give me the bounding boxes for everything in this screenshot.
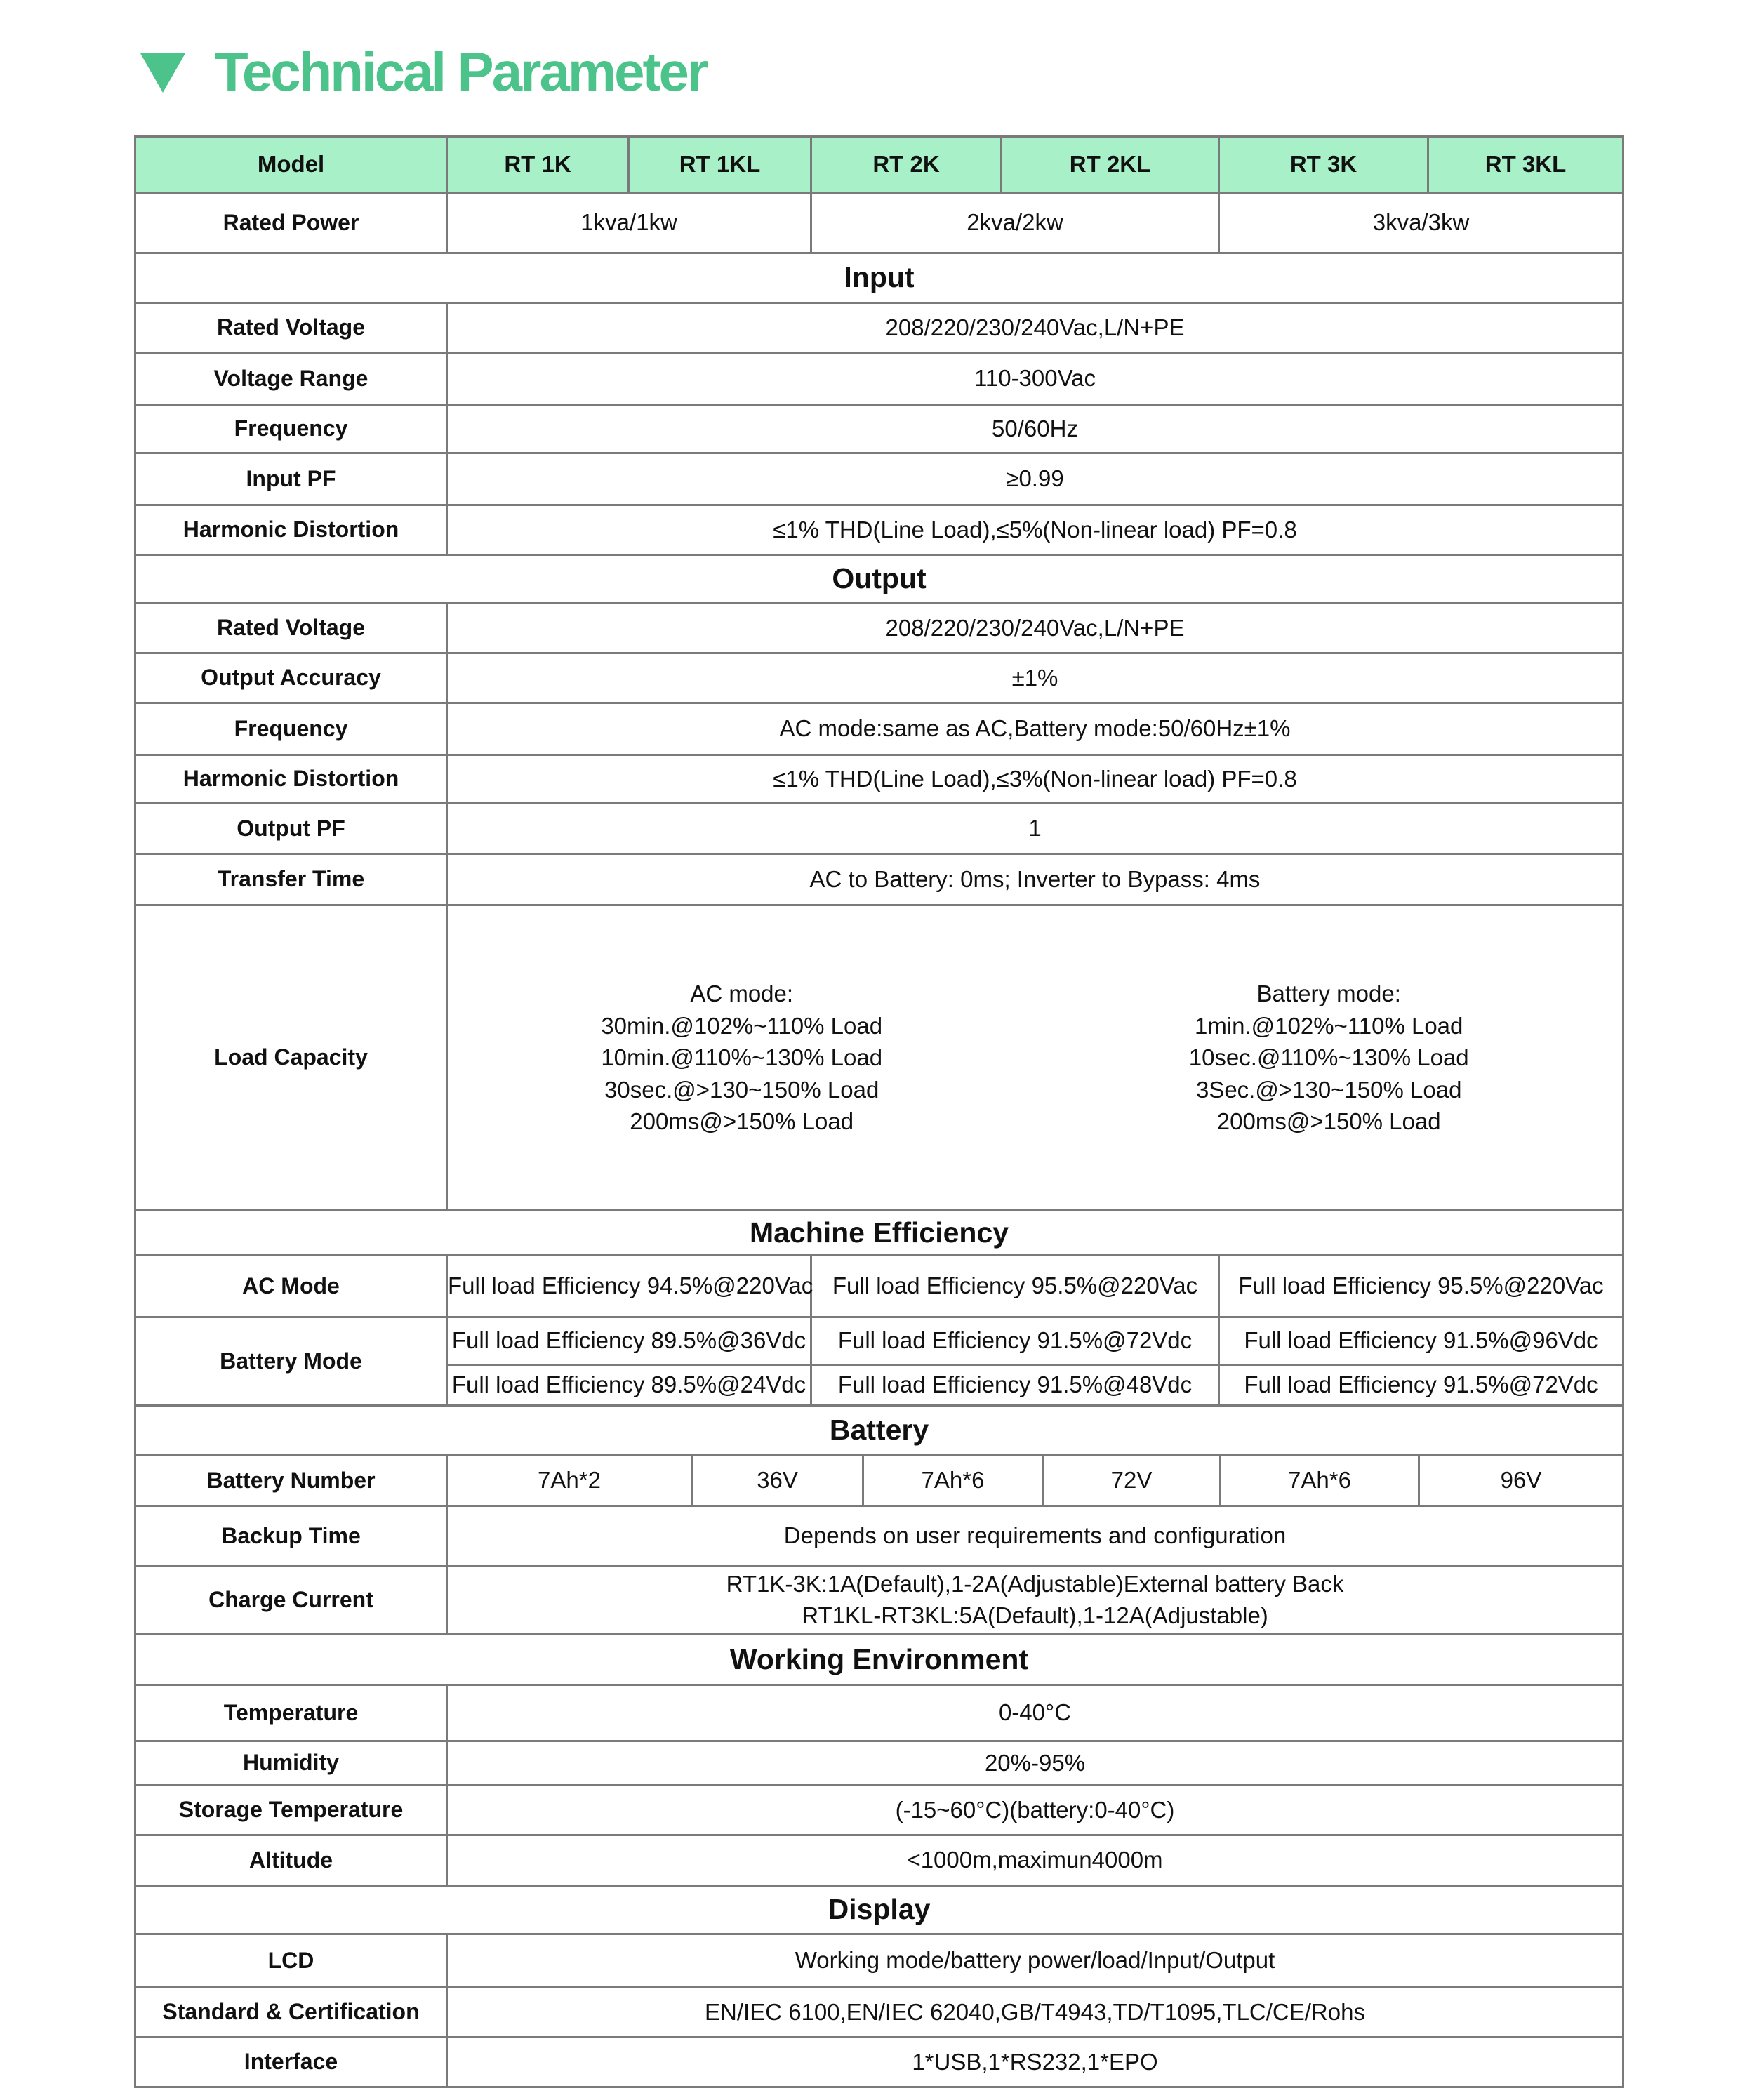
- row-value: 208/220/230/240Vac,L/N+PE: [447, 604, 1623, 653]
- model-rt2k: RT 2K: [811, 137, 1002, 193]
- row-label: AC Mode: [135, 1256, 447, 1317]
- section-title: Battery: [135, 1406, 1623, 1456]
- row-label: Rated Voltage: [135, 604, 447, 653]
- row-label: Output PF: [135, 804, 447, 854]
- table-row: [135, 1934, 1623, 1988]
- model-rt1kl: RT 1KL: [629, 137, 811, 193]
- rated-power-row: [135, 193, 1623, 253]
- text-line: RT1KL-RT3KL:5A(Default),1-12A(Adjustable): [802, 1602, 1268, 1628]
- row-value: 110-300Vac: [447, 353, 1623, 405]
- row-label: Charge Current: [135, 1567, 447, 1635]
- efficiency-cell: Full load Efficiency 89.5%@24Vdc: [447, 1365, 811, 1406]
- efficiency-cell: Full load Efficiency 95.5%@220Vac: [811, 1256, 1219, 1317]
- row-label: Temperature: [135, 1685, 447, 1741]
- battery-number-cell: 96V: [1500, 1467, 1542, 1494]
- row-value: [447, 1567, 1623, 1635]
- row-label: Output Accuracy: [135, 653, 447, 703]
- efficiency-cell: Full load Efficiency 94.5%@220Vac: [447, 1256, 811, 1317]
- rated-power-2k: 2kva/2kw: [811, 193, 1219, 253]
- row-value: 0-40°C: [447, 1685, 1623, 1741]
- page-title: Technical Parameter: [215, 40, 707, 102]
- table-row: [135, 2038, 1623, 2087]
- table-row: [135, 303, 1623, 353]
- row-label: Interface: [135, 2038, 447, 2087]
- row-label: Frequency: [135, 703, 447, 755]
- row-label: Load Capacity: [135, 905, 447, 1211]
- table-row: [135, 505, 1623, 555]
- model-rt3kl: RT 3KL: [1428, 137, 1623, 193]
- text-line: 10min.@110%~130% Load: [601, 1044, 883, 1071]
- spec-table: [134, 135, 1624, 2088]
- section-title: Machine Efficiency: [135, 1211, 1623, 1256]
- row-label: LCD: [135, 1934, 447, 1988]
- table-row: [135, 755, 1623, 804]
- row-label: Altitude: [135, 1835, 447, 1886]
- section-title: Display: [135, 1886, 1623, 1934]
- table-row: [135, 854, 1623, 905]
- section-heading-environment: [135, 1635, 1623, 1685]
- text-line: 3Sec.@>130~150% Load: [1195, 1076, 1462, 1103]
- model-header-row: [135, 137, 1623, 193]
- section-heading-output: [135, 555, 1623, 604]
- row-label: Harmonic Distortion: [135, 755, 447, 804]
- row-value: Depends on user requirements and configuration: [447, 1506, 1623, 1567]
- model-rt3k: RT 3K: [1219, 137, 1428, 193]
- row-value: 50/60Hz: [447, 405, 1623, 453]
- row-label: Transfer Time: [135, 854, 447, 905]
- row-label: Rated Voltage: [135, 303, 447, 353]
- page-header: [140, 36, 706, 107]
- table-row: [135, 1835, 1623, 1886]
- table-row: [135, 353, 1623, 405]
- table-row: [135, 703, 1623, 755]
- row-value: ±1%: [447, 653, 1623, 703]
- rated-power-1k: 1kva/1kw: [447, 193, 811, 253]
- row-value: 1*USB,1*RS232,1*EPO: [447, 2038, 1623, 2087]
- efficiency-cell: Full load Efficiency 89.5%@36Vdc: [447, 1317, 811, 1365]
- battery-number-row: [135, 1456, 1623, 1506]
- row-label: Backup Time: [135, 1506, 447, 1567]
- model-rt2kl: RT 2KL: [1002, 137, 1219, 193]
- ac-mode-efficiency-row: [135, 1256, 1623, 1317]
- row-value: <1000m,maximun4000m: [447, 1835, 1623, 1886]
- text-line: 200ms@>150% Load: [1216, 1108, 1441, 1135]
- table-row: [135, 804, 1623, 854]
- row-label: Input PF: [135, 453, 447, 505]
- efficiency-cell: Full load Efficiency 91.5%@72Vdc: [811, 1317, 1219, 1365]
- efficiency-cell: Full load Efficiency 91.5%@96Vdc: [1219, 1317, 1623, 1365]
- table-row: [135, 653, 1623, 703]
- row-value: EN/IEC 6100,EN/IEC 62040,GB/T4943,TD/T1095,TLC/CE/Rohs: [447, 1988, 1623, 2038]
- row-label: Storage Temperature: [135, 1786, 447, 1835]
- table-row: [135, 405, 1623, 453]
- row-value: AC mode:same as AC,Battery mode:50/60Hz±1%: [447, 703, 1623, 755]
- battery-number-cell: 7Ah*6: [1221, 1456, 1420, 1505]
- load-capacity-value: [447, 905, 1623, 1211]
- table-row: [135, 604, 1623, 653]
- table-row: [135, 1506, 1623, 1567]
- row-value: ≥0.99: [447, 453, 1623, 505]
- row-label: Frequency: [135, 405, 447, 453]
- row-label: Battery Mode: [135, 1317, 447, 1406]
- section-title: Output: [135, 555, 1623, 604]
- load-capacity-ac-mode: [601, 978, 882, 1138]
- row-label: Standard & Certification: [135, 1988, 447, 2038]
- efficiency-cell: Full load Efficiency 91.5%@48Vdc: [811, 1365, 1219, 1406]
- row-value: ≤1% THD(Line Load),≤5%(Non-linear load) PF=0.8: [447, 505, 1623, 555]
- row-label: Harmonic Distortion: [135, 505, 447, 555]
- text-line: 30sec.@>130~150% Load: [604, 1076, 879, 1103]
- text-line: 10sec.@110%~130% Load: [1188, 1044, 1469, 1071]
- triangle-down-icon: [140, 53, 185, 93]
- section-title: Working Environment: [135, 1635, 1623, 1685]
- text-line: 200ms@>150% Load: [630, 1108, 854, 1135]
- row-value: 20%-95%: [447, 1741, 1623, 1786]
- row-value: 1: [447, 804, 1623, 854]
- load-capacity-row: [135, 905, 1623, 1211]
- battery-number-cell: 7Ah*2: [448, 1456, 693, 1505]
- battery-number-cell: 36V: [693, 1456, 864, 1505]
- text-line: 30min.@102%~110% Load: [601, 1012, 883, 1039]
- table-row: [135, 1988, 1623, 2038]
- table-row: [135, 1567, 1623, 1635]
- text-line: AC mode:: [690, 981, 794, 1007]
- row-value: ≤1% THD(Line Load),≤3%(Non-linear load) PF=0.8: [447, 755, 1623, 804]
- model-rt1k: RT 1K: [447, 137, 629, 193]
- section-title: Input: [135, 253, 1623, 303]
- table-row: [135, 1786, 1623, 1835]
- text-line: 1min.@102%~110% Load: [1194, 1012, 1463, 1039]
- battery-number-values: [447, 1456, 1623, 1506]
- row-value: Working mode/battery power/load/Input/Output: [447, 1934, 1623, 1988]
- model-header-label: Model: [135, 137, 447, 193]
- row-label: Rated Power: [135, 193, 447, 253]
- row-label: Battery Number: [135, 1456, 447, 1506]
- efficiency-cell: Full load Efficiency 91.5%@72Vdc: [1219, 1365, 1623, 1406]
- table-row: [135, 1741, 1623, 1786]
- section-heading-efficiency: [135, 1211, 1623, 1256]
- table-row: [135, 453, 1623, 505]
- text-line: RT1K-3K:1A(Default),1-2A(Adjustable)External battery Back: [726, 1571, 1344, 1597]
- section-heading-battery: [135, 1406, 1623, 1456]
- section-heading-display: [135, 1886, 1623, 1934]
- load-capacity-battery-mode: [1189, 978, 1469, 1138]
- text-line: Battery mode:: [1256, 981, 1401, 1007]
- row-value: 208/220/230/240Vac,L/N+PE: [447, 303, 1623, 353]
- efficiency-cell: Full load Efficiency 95.5%@220Vac: [1219, 1256, 1623, 1317]
- table-row: [135, 1685, 1623, 1741]
- row-label: Humidity: [135, 1741, 447, 1786]
- section-heading-input: [135, 253, 1623, 303]
- row-value: AC to Battery: 0ms; Inverter to Bypass: 4ms: [447, 854, 1623, 905]
- battery-number-cell: 7Ah*6: [864, 1456, 1044, 1505]
- row-label: Voltage Range: [135, 353, 447, 405]
- rated-power-3k: 3kva/3kw: [1219, 193, 1623, 253]
- battery-mode-efficiency-row: [135, 1317, 1623, 1365]
- row-value: (-15~60°C)(battery:0-40°C): [447, 1786, 1623, 1835]
- battery-number-cell: 72V: [1044, 1456, 1221, 1505]
